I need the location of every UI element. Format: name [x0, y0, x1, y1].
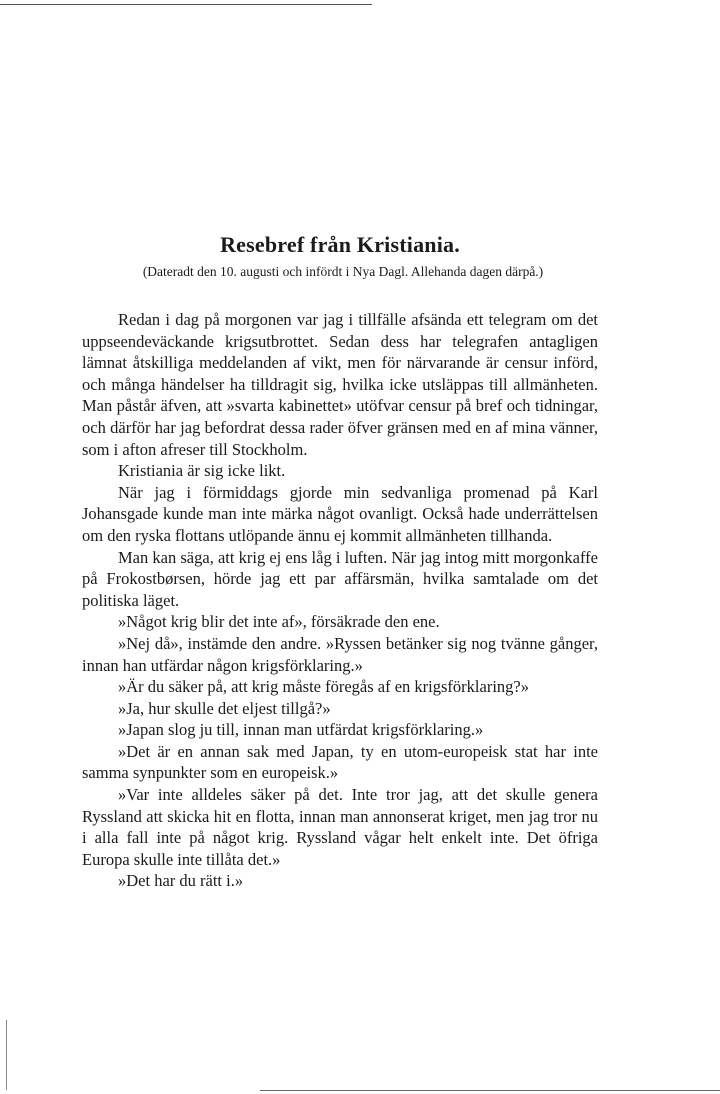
paragraph: »Något krig blir det inte af», försäkrade den ene. [118, 612, 440, 632]
paragraph: »Ja, hur skulle det eljest tillgå?» [118, 698, 331, 718]
paragraph: »Nej då», instämde den andre. »Ryssen betänker sig nog tvänne gånger, innan han utfärdar någon krigsförklaring.» [82, 633, 598, 675]
paragraph: »Var inte alldeles säker på det. Inte tror jag, att det skulle genera Ryssland att skicka hit en flotta, innan man annonserat kriget, men jag tror nu i alla fall inte på något krig. Ryssland vågar helt enkelt inte. Det öfriga Europa skulle inte tillåta det.» [82, 785, 598, 869]
article-body [82, 309, 598, 892]
bottom-rule [260, 1090, 720, 1091]
paragraph: När jag i förmiddags gjorde min sedvanliga promenad på Karl Johansgade kunde man inte märka något ovanligt. Också hade underrättelsen om den ryska flottans utlöpande ännu ej kommit allmänheten tillhanda. [82, 482, 598, 545]
paragraph: Kristiania är sig icke likt. [118, 461, 286, 481]
paragraph: »Det har du rätt i.» [118, 871, 244, 891]
paragraph: Man kan säga, att krig ej ens låg i luften. När jag intog mitt morgonkaffe på Frokostbørsen, hörde jag ett par affärsmän, hvilka samtalade om det politiska läget. [82, 547, 598, 610]
paragraph: Redan i dag på morgonen var jag i tillfälle afsända ett telegram om det uppseendeväckande krigsutbrottet. Sedan dess har telegrafen antagligen lämnat åtskilliga meddelanden af vikt, men för närvarande är censur införd, och många händelser ha tilldragit sig, hvilka icke utsläppas till allmänheten. Man påstår äfven, att »svarta kabinettet» utöfvar censur på bref och tidningar, och därför har jag befordrat dessa rader öfver gränsen med en af mina vänner, som i afton afreser till Stockholm. [82, 310, 598, 459]
page-subtitle: (Dateradt den 10. augusti och infördt i Nya Dagl. Allehanda dagen därpå.) [142, 264, 544, 279]
paragraph: »Japan slog ju till, innan man utfärdat krigsförklaring.» [118, 720, 484, 740]
page-title: Resebref från Kristiania. [220, 232, 460, 257]
left-edge-rule [6, 1020, 7, 1090]
top-rule [0, 4, 372, 5]
paragraph: »Är du säker på, att krig måste föregås af en krigsförklaring?» [118, 677, 529, 697]
paragraph: »Det är en annan sak med Japan, ty en utom-europeisk stat har inte samma synpunkter som en europeisk.» [82, 741, 598, 783]
